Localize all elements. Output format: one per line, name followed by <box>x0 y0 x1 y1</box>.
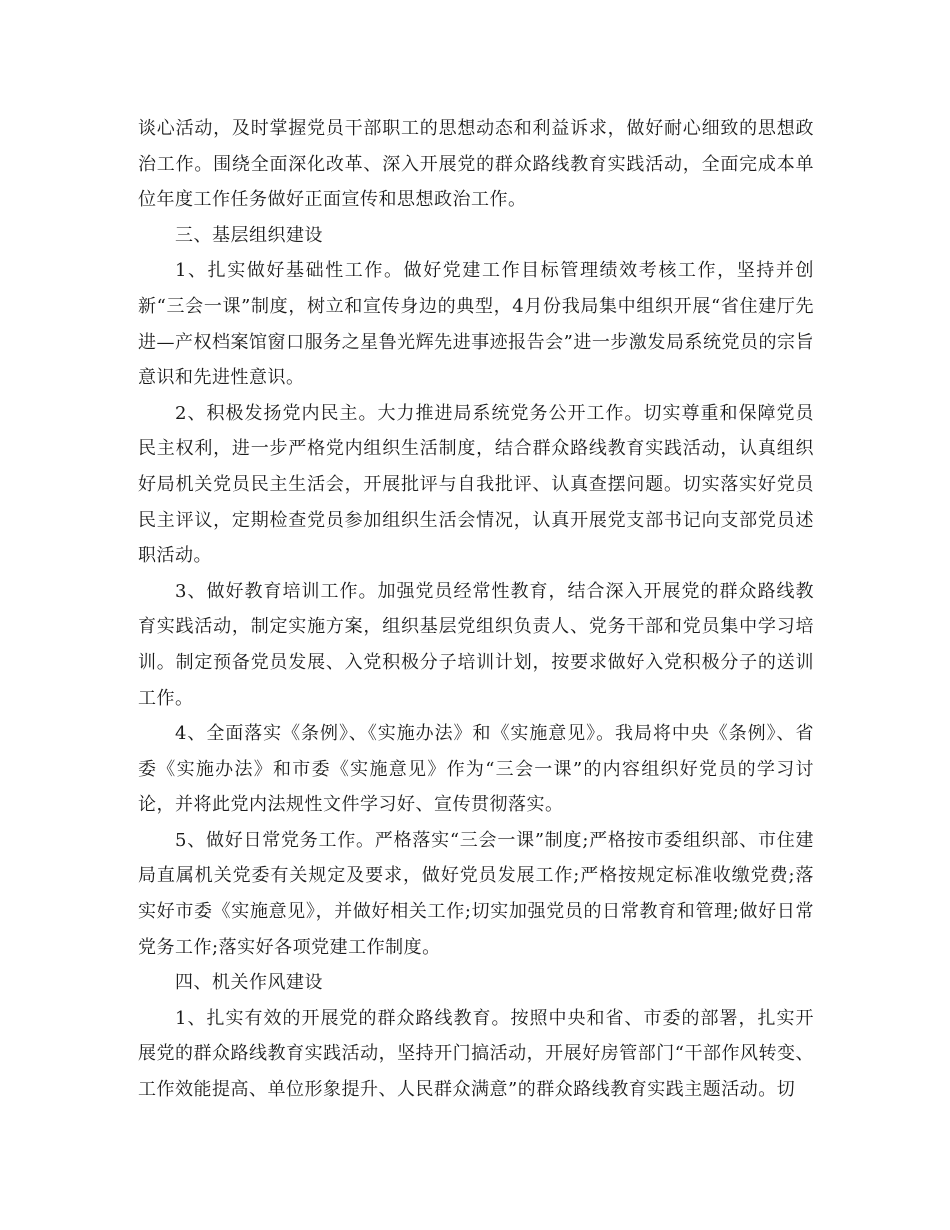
paragraph-item-1-office-style: 1、扎实有效的开展党的群众路线教育。按照中央和省、市委的部署，扎实开展党的群众路线教育实践活动，坚持开门搞活动，开展好房管部门“干部作风转变、工作效能提高、单位形象提升、人民群众满意”的群众路线教育实践主题活动。切 <box>138 1007 814 1101</box>
paragraph-item-1: 1、扎实做好基础性工作。做好党建工作目标管理绩效考核工作，坚持并创新“三会一课”制度，树立和宣传身边的典型，4月份我局集中组织开展“省住建厅先进—产权档案馆窗口服务之星鲁光辉先进事迹报告会”进一步激发局系统党员的宗旨意识和先进性意识。 <box>138 260 814 389</box>
paragraph-continuation: 谈心活动，及时掌握党员干部职工的思想动态和利益诉求，做好耐心细致的思想政治工作。围绕全面深化改革、深入开展党的群众路线教育实践活动，全面完成本单位年度工作任务做好正面宣传和思想政治工作。 <box>138 118 814 211</box>
paragraph-item-2: 2、积极发扬党内民主。大力推进局系统党务公开工作。切实尊重和保障党员民主权利，进一步严格党内组织生活制度，结合群众路线教育实践活动，认真组织好局机关党员民主生活会，开展批评与自我批评、认真查摆问题。切实落实好党员民主评议，定期检查党员参加组织生活会情况，认真开展党支部书记向支部党员述职活动。 <box>138 402 814 567</box>
section-heading-grassroots-organization: 三、基层组织建设 <box>175 224 323 246</box>
document-body <box>138 111 814 1108</box>
paragraph-item-4: 4、全面落实《条例》、《实施办法》和《实施意见》。我局将中央《条例》、省委《实施办法》和市委《实施意见》作为“三会一课”的内容组织好党员的学习讨论，并将此党内法规性文件学习好、宣传贯彻落实。 <box>138 723 814 816</box>
paragraph-item-3: 3、做好教育培训工作。加强党员经常性教育，结合深入开展党的群众路线教育实践活动，制定实施方案，组织基层党组织负责人、党务干部和党员集中学习培训。制定预备党员发展、入党积极分子培训计划，按要求做好入党积极分子的送训工作。 <box>138 580 814 709</box>
paragraph-item-5: 5、做好日常党务工作。严格落实“三会一课”制度;严格按市委组织部、市住建局直属机关党委有关规定及要求，做好党员发展工作;严格按规定标准收缴党费;落实好市委《实施意见》，并做好相关工作;切实加强党员的日常教育和管理;做好日常党务工作;落实好各项党建工作制度。 <box>138 829 814 958</box>
section-heading-office-style: 四、机关作风建设 <box>175 972 323 994</box>
